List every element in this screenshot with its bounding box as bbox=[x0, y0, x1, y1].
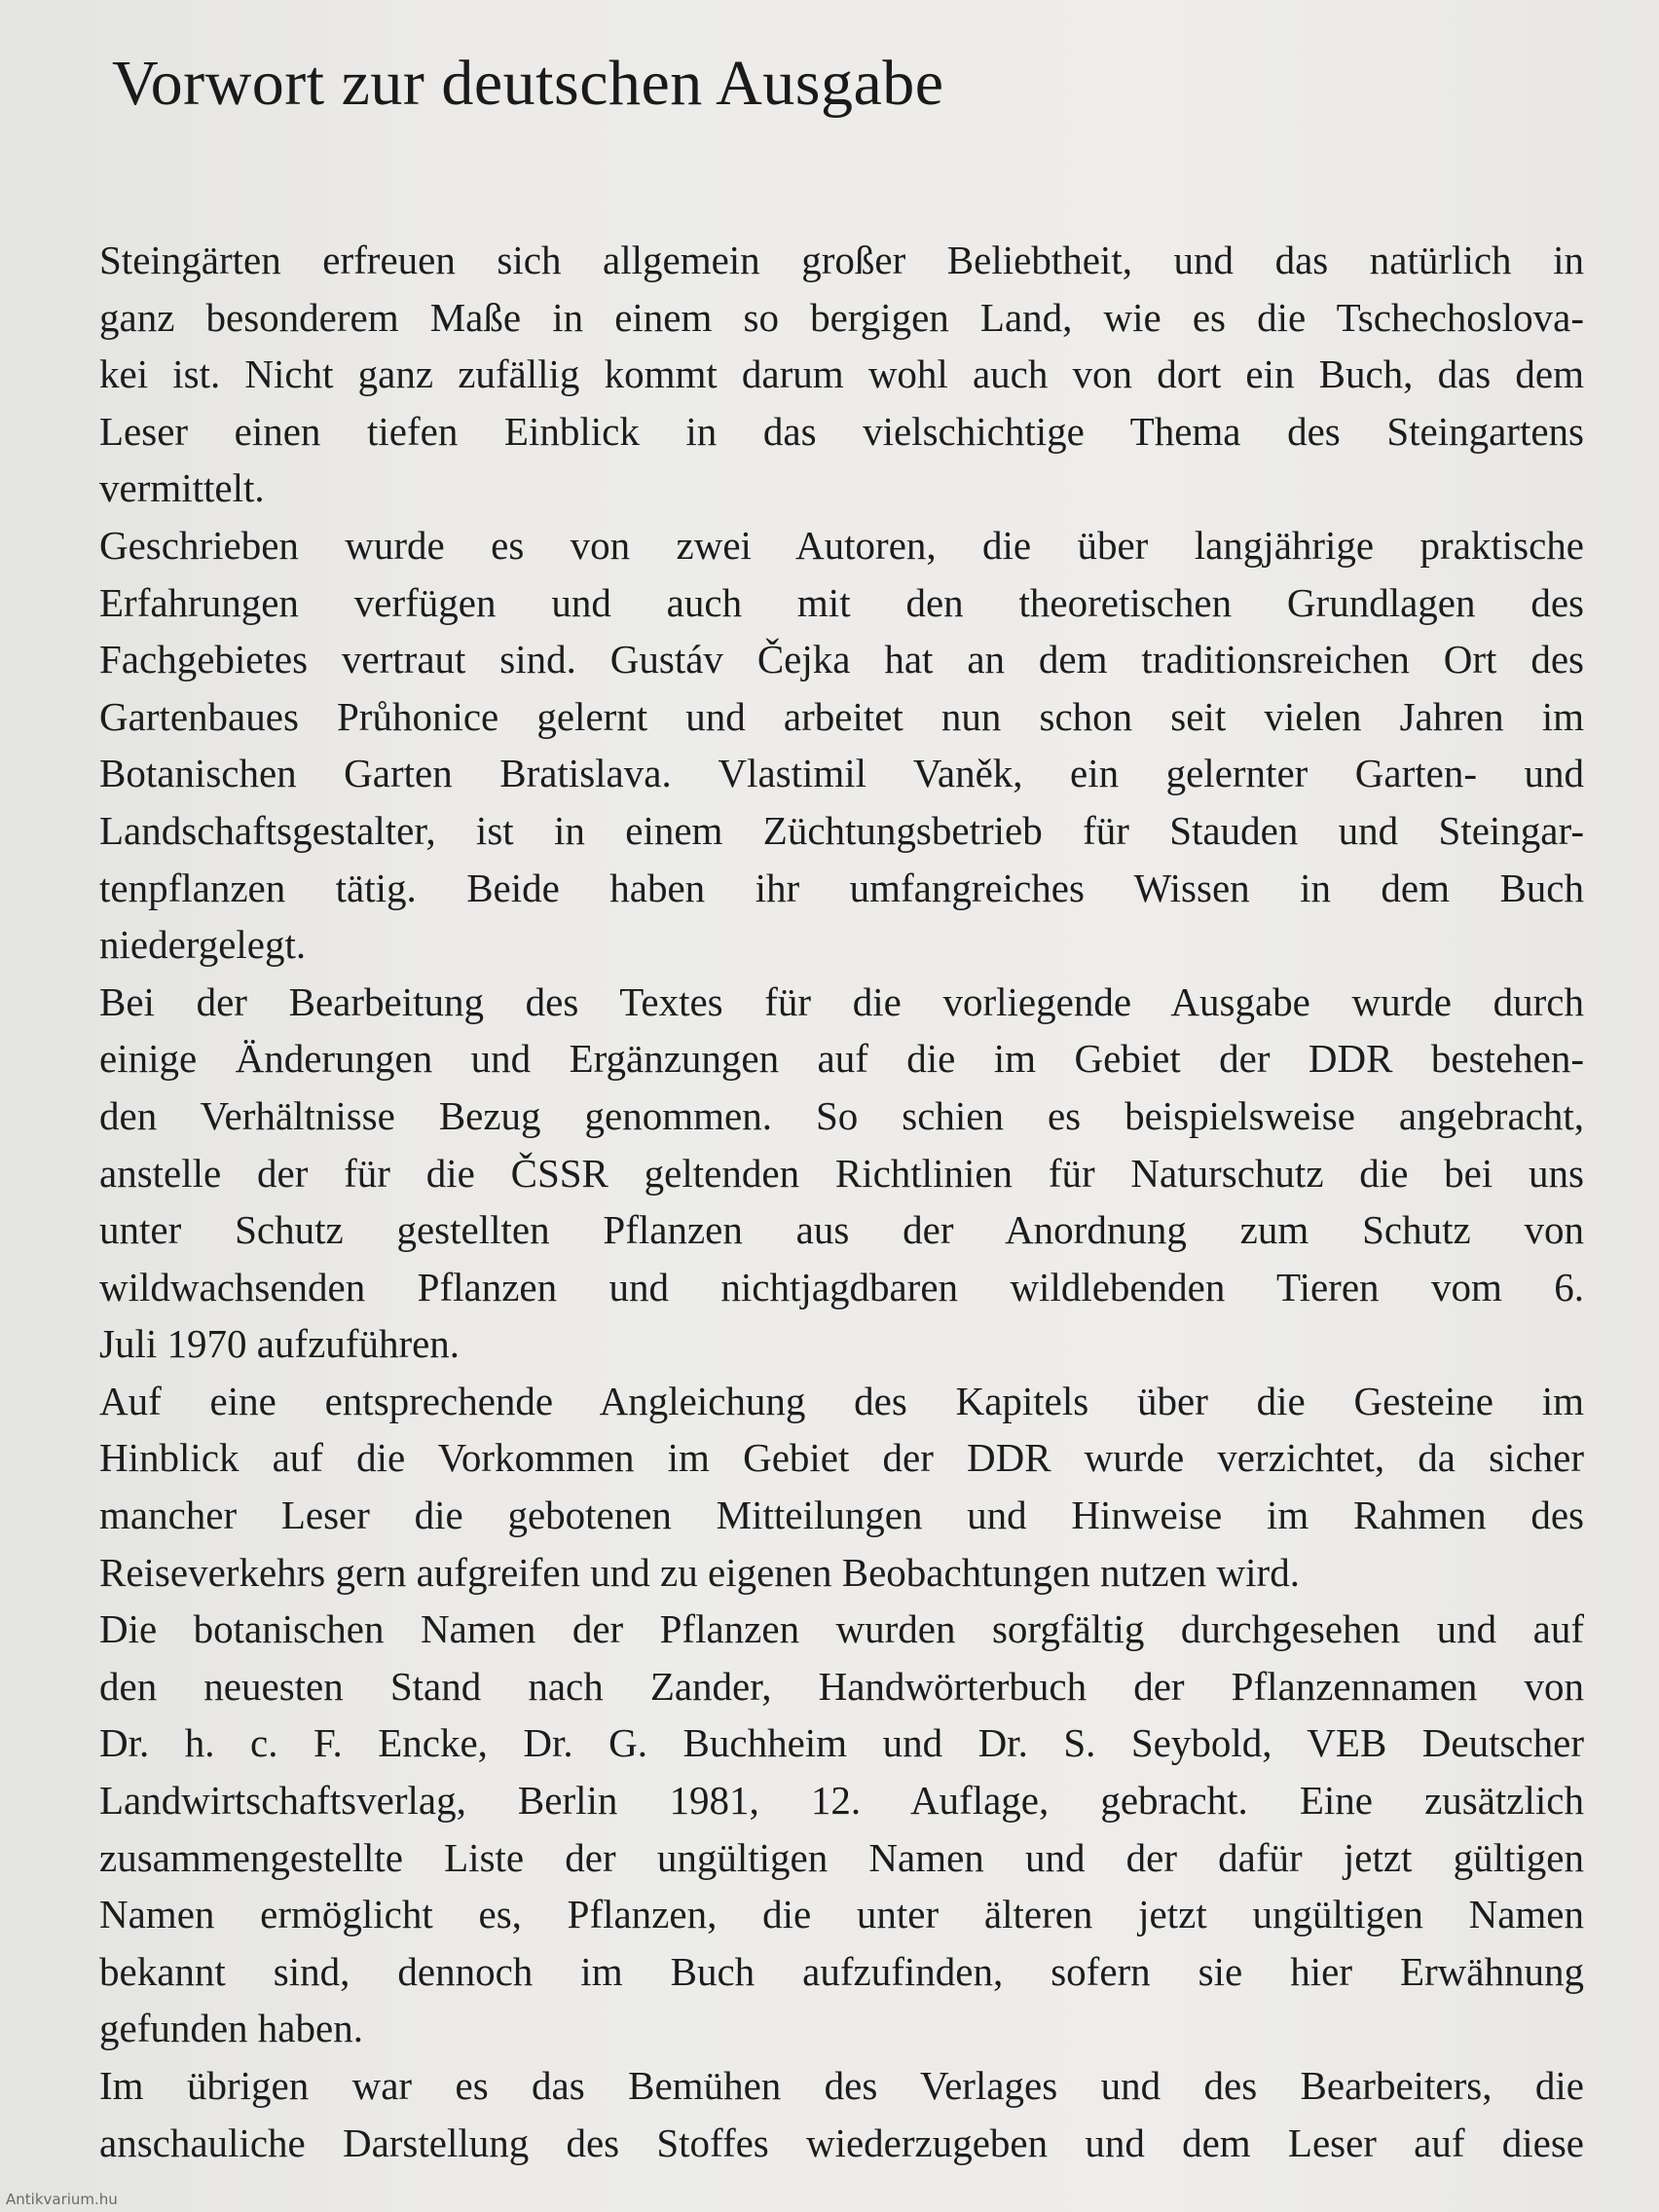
text-line: Geschrieben wurde es von zwei Autoren, die über langjährige praktische bbox=[99, 522, 1584, 568]
text-line: Namen ermöglicht es, Pflanzen, die unter älteren jetzt ungültigen Namen bbox=[99, 1892, 1584, 1937]
text-line: Bei der Bearbeitung des Textes für die vorliegende Ausgabe wurde durch bbox=[99, 978, 1584, 1024]
page-title: Vorwort zur deutschen Ausgabe bbox=[112, 48, 944, 119]
text-line: Erfahrungen verfügen und auch mit den theoretischen Grundlagen des bbox=[99, 579, 1584, 625]
text-line: zusammengestellte Liste der ungültigen Namen und der dafür jetzt gültigen bbox=[99, 1834, 1584, 1880]
text-line: anstelle der für die ČSSR geltenden Richtlinien für Naturschutz die bei uns bbox=[99, 1150, 1584, 1196]
text-line: wildwachsenden Pflanzen und nichtjagdbaren wildlebenden Tieren vom 6. bbox=[99, 1264, 1584, 1309]
text-line: Botanischen Garten Bratislava. Vlastimil Vaněk, ein gelernter Garten- und bbox=[99, 751, 1584, 796]
text-line: Landschaftsgestalter, ist in einem Züchtungsbetrieb für Stauden und Steingar- bbox=[99, 807, 1584, 853]
text-line: gefunden haben. bbox=[99, 2006, 363, 2051]
text-line: Leser einen tiefen Einblick in das vielschichtige Thema des Steingartens bbox=[99, 408, 1584, 454]
text-line: niedergelegt. bbox=[99, 922, 307, 968]
text-line: Fachgebietes vertraut sind. Gustáv Čejka hat an dem traditionsreichen Ort des bbox=[99, 637, 1584, 682]
text-line: einige Änderungen und Ergänzungen auf die im Gebiet der DDR bestehen- bbox=[99, 1036, 1584, 1082]
watermark: Antikvarium.hu bbox=[6, 2191, 118, 2208]
text-line: Dr. h. c. F. Encke, Dr. G. Buchheim und Dr. S. Seybold, VEB Deutscher bbox=[99, 1720, 1584, 1766]
text-line: tenpflanzen tätig. Beide haben ihr umfangreiches Wissen in dem Buch bbox=[99, 865, 1584, 910]
text-line: Hinblick auf die Vorkommen im Gebiet der DDR wurde verzichtet, da sicher bbox=[99, 1435, 1584, 1481]
text-line: Reiseverkehrs gern aufgreifen und zu eigenen Beobachtungen nutzen wird. bbox=[99, 1549, 1300, 1595]
text-line: unter Schutz gestellten Pflanzen aus der Anordnung zum Schutz von bbox=[99, 1207, 1584, 1253]
text-line: Juli 1970 aufzuführen. bbox=[99, 1321, 461, 1367]
text-line: mancher Leser die gebotenen Mitteilungen und Hinweise im Rahmen des bbox=[99, 1493, 1584, 1538]
text-line: Landwirtschaftsverlag, Berlin 1981, 12. Auflage, gebracht. Eine zusätzlich bbox=[99, 1778, 1584, 1824]
text-line: Auf eine entsprechende Angleichung des Kapitels über die Gesteine im bbox=[99, 1378, 1584, 1423]
text-line: den neuesten Stand nach Zander, Handwörterbuch der Pflanzennamen von bbox=[99, 1663, 1584, 1709]
text-line: Gartenbaues Průhonice gelernt und arbeitet nun schon seit vielen Jahren im bbox=[99, 693, 1584, 739]
text-line: Die botanischen Namen der Pflanzen wurden sorgfältig durchgesehen und auf bbox=[99, 1606, 1584, 1652]
text-line: bekannt sind, dennoch im Buch aufzufinden, sofern sie hier Erwähnung bbox=[99, 1948, 1584, 1994]
text-line: Im übrigen war es das Bemühen des Verlages und des Bearbeiters, die bbox=[99, 2063, 1584, 2108]
text-line: kei ist. Nicht ganz zufällig kommt darum wohl auch von dort ein Buch, das dem bbox=[99, 351, 1584, 397]
text-line: ganz besonderem Maße in einem so bergigen Land, wie es die Tschechoslova- bbox=[99, 294, 1584, 340]
text-line: den Verhältnisse Bezug genommen. So schien es beispielsweise angebracht, bbox=[99, 1092, 1584, 1138]
body-text bbox=[99, 232, 1584, 2171]
text-line: Steingärten erfreuen sich allgemein großer Beliebtheit, und das natürlich in bbox=[99, 238, 1584, 282]
text-line: vermittelt. bbox=[99, 465, 265, 511]
text-line: anschauliche Darstellung des Stoffes wiederzugeben und dem Leser auf diese bbox=[99, 2120, 1584, 2165]
